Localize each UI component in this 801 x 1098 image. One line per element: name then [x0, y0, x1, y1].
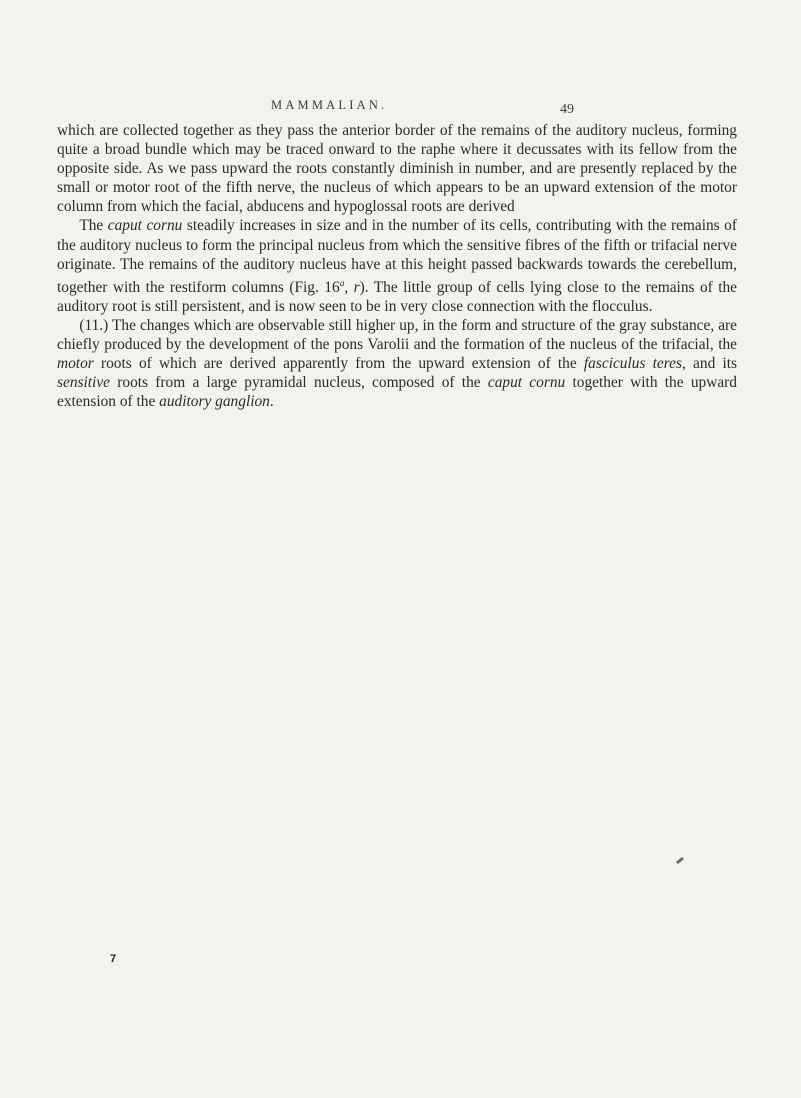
paragraph: [57, 316, 737, 411]
italic-term: caput cornu: [107, 217, 183, 235]
running-title: MAMMALIAN.: [271, 98, 388, 112]
italic-term: r: [353, 278, 360, 296]
signature-mark: 7: [110, 953, 117, 965]
italic-term: sensitive: [57, 374, 110, 392]
text-run: roots of which are derived apparently from the upward extension of the: [93, 355, 584, 373]
page-number: 49: [560, 102, 574, 117]
paragraph: [57, 121, 737, 216]
text-run: .: [269, 393, 274, 411]
text-run: , and its: [682, 355, 738, 373]
italic-term: fasciculus teres: [583, 355, 683, 373]
body-text: [57, 121, 737, 412]
stray-ink-mark: [676, 857, 684, 864]
text-run: The: [79, 217, 108, 235]
italic-term: caput cornu: [487, 374, 566, 392]
text-run: ,: [344, 278, 354, 296]
text-run: (11.) The changes which are observable still higher up, in the form and structure of the gray substance, are chiefly produced by the development of the pons Varolii and the formation of the nucleus of the trifacial, the: [57, 317, 737, 354]
text-run: steadily increases in size and in the number of its cells, contributing with the remains of the auditory nucleus to form the principal nucleus from which the sensitive fibres of the fifth or trifacial nerve originate. The remains of the auditory nucleus have at this height passed backwards towards the cerebellum, together with the restiform columns (Fig. 16: [57, 217, 737, 296]
paragraph: [57, 216, 737, 316]
text-run: roots from a large pyramidal nucleus, composed of the: [110, 374, 488, 392]
text-run: ). The little group of cells lying close to the remains of the auditory root is still persistent, and is now seen to be in very close connection with the flocculus.: [57, 278, 737, 315]
superscript: a: [339, 277, 345, 288]
text-run: which are collected together as they pass the anterior border of the remains of the auditory nucleus, forming quite a broad bundle which may be traced onward to the raphe where it decussates with its fellow from the opposite side. As we pass upward the roots constantly diminish in number, and are presently replaced by the small or motor root of the fifth nerve, the nucleus of which appears to be an upward extension of the motor column from which the facial, abducens and hypoglossal roots are derived: [57, 122, 737, 216]
text-run: together with the upward extension of the: [57, 374, 737, 411]
italic-term: motor: [57, 355, 94, 373]
italic-term: auditory ganglion: [159, 393, 270, 411]
